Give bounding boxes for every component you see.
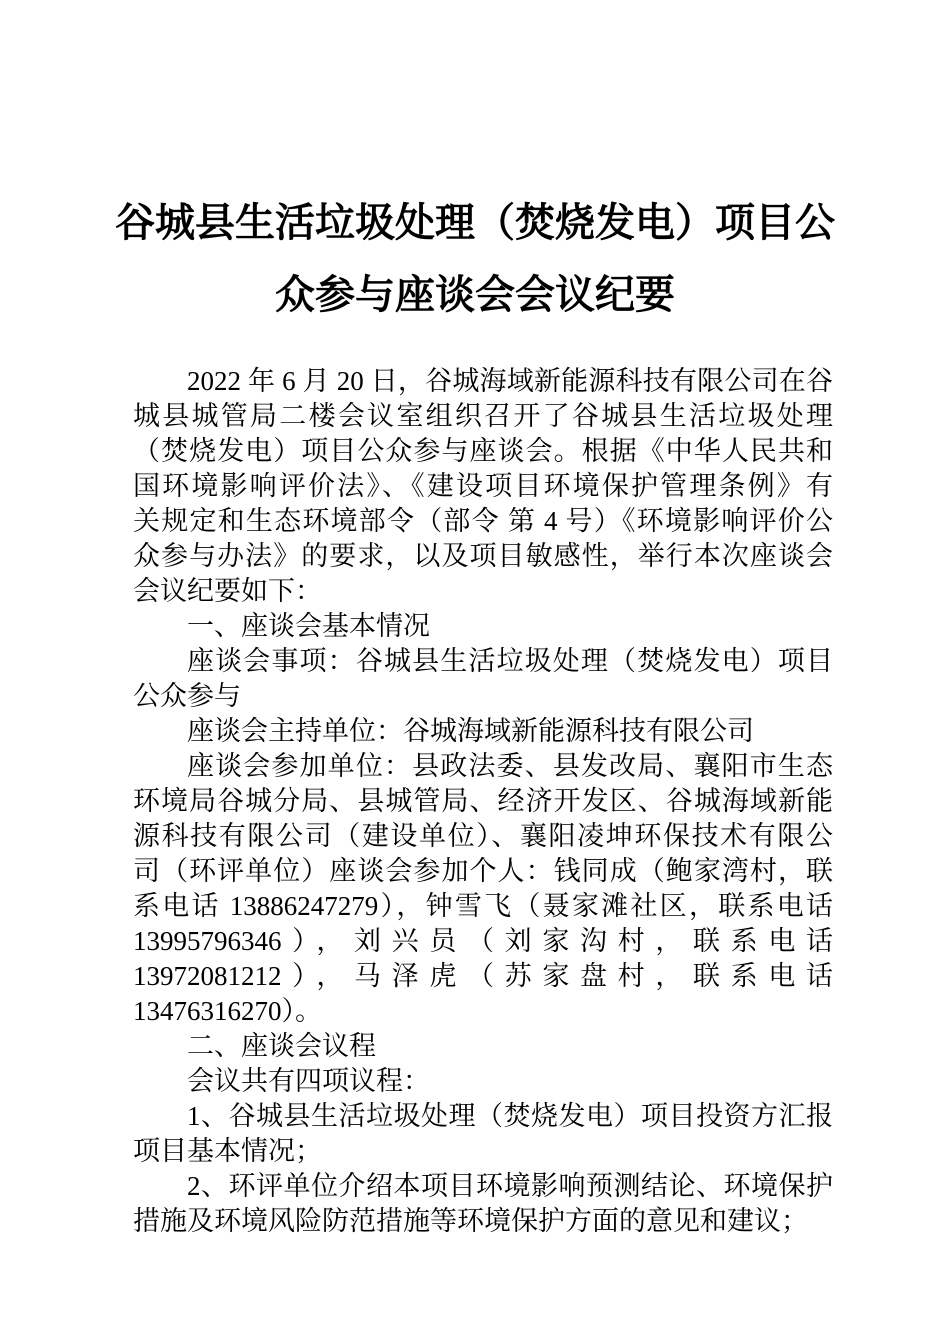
body-line: 座谈会主持单位：谷城海域新能源科技有限公司	[187, 716, 754, 746]
body-line: 国环境影响评价法》、《建设项目环境保护管理条例》有	[133, 471, 833, 501]
document-body	[0, 364, 950, 1239]
body-line: 源科技有限公司（建设单位）、襄阳凌坤环保技术有限公	[133, 821, 833, 851]
document-title	[50, 187, 900, 331]
body-line: （焚烧发电）项目公众参与座谈会。根据《中华人民共和	[133, 436, 833, 466]
body-line: 众参与办法》的要求，以及项目敏感性，举行本次座谈会	[133, 541, 833, 571]
body-line: 关规定和生态环境部令（部令 第 4 号）《环境影响评价公	[133, 506, 833, 536]
body-line: 会议共有四项议程：	[187, 1066, 430, 1096]
body-line: 13995796346），刘兴员（刘家沟村，联系电话	[133, 926, 833, 956]
body-line: 13972081212），马泽虎（苏家盘村，联系电话	[133, 961, 833, 991]
body-line: 1、谷城县生活垃圾处理（焚烧发电）项目投资方汇报	[187, 1101, 833, 1131]
body-line: 二、座谈会议程	[187, 1031, 376, 1061]
body-line: 13476316270）。	[133, 996, 322, 1026]
title-line: 众参与座谈会会议纪要	[275, 273, 675, 317]
body-line: 城县城管局二楼会议室组织召开了谷城县生活垃圾处理	[133, 401, 833, 431]
title-line: 谷城县生活垃圾处理（焚烧发电）项目公	[115, 201, 835, 245]
body-line: 会议纪要如下：	[133, 576, 322, 606]
body-line: 系电话 13886247279），钟雪飞（聂家滩社区，联系电话	[133, 891, 833, 921]
body-line: 公众参与	[133, 681, 241, 711]
body-line: 环境局谷城分局、县城管局、经济开发区、谷城海域新能	[133, 786, 833, 816]
body-line: 座谈会参加单位：县政法委、县发改局、襄阳市生态	[187, 751, 833, 781]
body-line: 一、座谈会基本情况	[187, 611, 430, 641]
body-line: 措施及环境风险防范措施等环境保护方面的意见和建议；	[133, 1206, 808, 1236]
body-line: 座谈会事项：谷城县生活垃圾处理（焚烧发电）项目	[187, 646, 833, 676]
body-line: 司（环评单位）座谈会参加个人：钱同成（鲍家湾村，联	[133, 856, 833, 886]
body-line: 项目基本情况；	[133, 1136, 322, 1166]
body-line: 2022 年 6 月 20 日，谷城海域新能源科技有限公司在谷	[187, 366, 833, 396]
body-line: 2、环评单位介绍本项目环境影响预测结论、环境保护	[187, 1171, 833, 1201]
